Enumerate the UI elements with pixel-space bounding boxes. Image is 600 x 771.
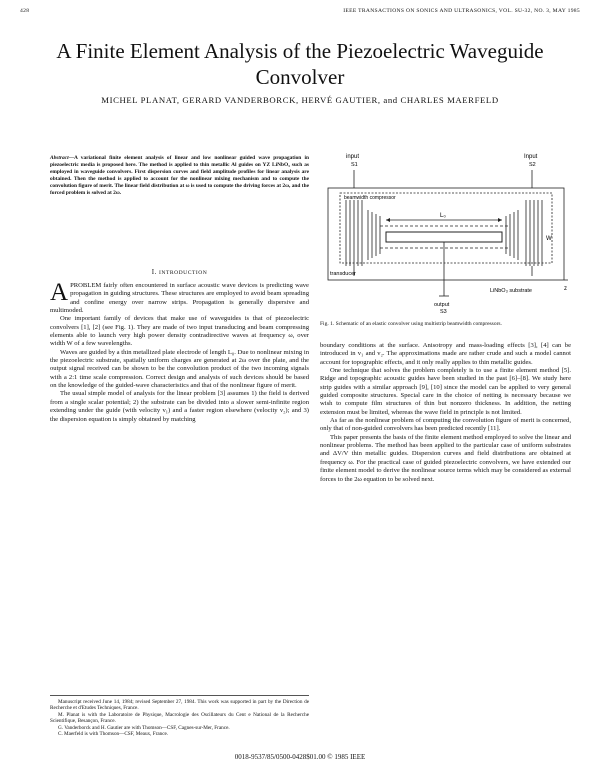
paragraph: One technique that solves the problem completely is to use a finite element method [5]. Ridge and topographic acoustic guides have been studied in the past [6]–[8]. We study here strip guides with a similar approach [9], [10] since the model can be applied to very general guided composite structures. Special care in the choice of netting is necessary because we wish to compute film structures of thin but nonzero thickness. In addition, the netting extension must be limited, whereas the wave field in principle is not limited.	[320, 367, 571, 416]
footnote: M. Planat is with the Laboratoire de Physique, Macrologie des Oscillateurs du Cent e National de la Recherche Scientifique, Besançon, France.	[50, 711, 309, 725]
input-left-label: input	[346, 154, 360, 160]
section-title: INTRODUCTION	[159, 270, 208, 276]
footnote: Manuscript received June 14, 1984; revised September 27, 1984. This work was supported in part by the Direction de Recherche et d'Etudes Techniques, France.	[50, 699, 309, 712]
drop-cap: A	[50, 279, 69, 306]
paragraph: APROBLEM fairly often encountered in surface acoustic wave devices is predicting wave propagation in guiding structures. These structures are employed to avoid beam spreading and confine energy over narrow strips. Propagation is generally dispersive and multimoded.	[50, 279, 309, 315]
right-column	[320, 342, 571, 484]
paragraph: This paper presents the basis of the finite element method employed to solve the linear and nonlinear problems. The method has been applied to the particular case of uniform substrates and ΔV/V thin metallic guides. Dispersion curves and field distributions are obtained at frequency ω. For the practical case of guided piezoelectric convolvers, we have extended our finite element model to derive the nonlinear source terms which may be considered as external forces to the 2ω equation to be solved next.	[320, 433, 571, 483]
waveguide-plate	[386, 232, 502, 242]
left-column	[50, 279, 309, 424]
input-right-sub: S2	[529, 162, 536, 168]
page-number: 428	[20, 8, 30, 14]
axis-z-label: z	[564, 286, 567, 292]
paragraph: boundary conditions at the surface. Anisotropy and mass-loading effects [3], [4] can be introduced in v₁ and v₂. The approximations made are rather crude and such a model cannot account for topographic effects, and it only really applies to thin metallic guides.	[320, 342, 571, 366]
paragraph: Waves are guided by a thin metallized plate electrode of length L₀. Due to nonlinear mixing in the piezoelectric substrate, spatially uniform charges are generated at 2ω over the plate, and the output signal received can be shown to be the convolution product of the two incoming signals with a 2:1 time scale compression. Correct design and analysis of such devices should be based on the knowledge of the guided-wave characteristics and that of the nonlinear figure of merit.	[50, 348, 309, 390]
abstract-label: Abstract—	[50, 155, 74, 161]
left-multistrip	[368, 210, 380, 260]
abstract	[50, 155, 309, 198]
figure-1-caption: Fig. 1. Schematic of an elastic convolver using multistrip beamwidth compressors.	[320, 321, 502, 327]
right-multistrip	[506, 210, 518, 260]
compressor-label: beamwidth compressor	[344, 195, 396, 201]
paper-title: A Finite Element Analysis of the Piezoelectric Waveguide Convolver	[56, 39, 544, 89]
journal-title: IEEE TRANSACTIONS ON SONICS AND ULTRASONICS, VOL. SU-32, NO. 3, MAY 1985	[343, 8, 580, 14]
right-transducer	[526, 200, 542, 266]
figure-1-schematic	[318, 148, 574, 318]
section-heading	[50, 268, 309, 276]
input-left-sub: S1	[351, 162, 358, 168]
author-list: MICHEL PLANAT, GERARD VANDERBORCK, HERVÉ GAUTIER, and CHARLES MAERFELD	[101, 95, 499, 105]
substrate-label: LiNbO₃ substrate	[490, 288, 532, 294]
output-sub: S3	[440, 309, 447, 315]
section-numeral: I.	[151, 268, 157, 276]
footnote: C. Maerfeld is with Thomson—CSF, Meaux, France.	[58, 731, 169, 738]
copyright-line: 0018-9537/85/0500-0428$01.00 © 1985 IEEE	[234, 753, 366, 761]
length-label: L₀	[440, 213, 446, 219]
arrowhead-left	[386, 218, 390, 222]
input-right-label: Input	[524, 154, 538, 160]
paragraph: As far as the nonlinear problem of computing the convolution figure of merit is concerned, only that of non-guided convolvers has been predicted recently [11].	[320, 417, 571, 433]
arrowhead-right	[498, 218, 502, 222]
footnotes	[50, 695, 309, 737]
abstract-text: A variational finite element analysis of linear and low nonlinear guided wave propagation in piezoelectric media is proposed here. The method is applied to thin metallic Al guides on YZ LiNbO₃ such as employed in waveguide convolvers. First dispersion curves and field amplitude profiles for linear analysis are obtained. Then the method is applied to account for the nonlinear mixing mechanism and to compute the convolution figure of merit. The linear field distribution at ω is used to compute the driving forces at 2ω, and the forced problem is solved at 2ω.	[50, 155, 309, 197]
footnote: G. Vanderborck and H. Gautier are with Thomson—CSF, Cagnes-sur-Mer, France.	[58, 724, 230, 731]
width-label: W	[546, 236, 552, 242]
paragraph: One important family of devices that make use of waveguides is that of piezoelectric convolvers [1], [2] (see Fig. 1). They are made of two input transducing and beam compressing elements able to launch very high power density contradirective waves at frequency ω, over width W of a few wavelengths.	[50, 315, 309, 348]
paragraph: The usual simple model of analysis for the linear problem [3] assumes 1) the field is derived from a single scalar potential; 2) the substrate can be divided into a slower semi-infinite region extending under the guide (with velocity v₁) and a faster region elsewhere (velocity v₂); and 3) the dispersion equation is simply obtained by matching	[50, 390, 309, 423]
transducer-label: transducer	[330, 271, 356, 277]
substrate-outline	[328, 188, 564, 280]
left-transducer	[346, 200, 362, 266]
output-label: output	[434, 302, 450, 308]
